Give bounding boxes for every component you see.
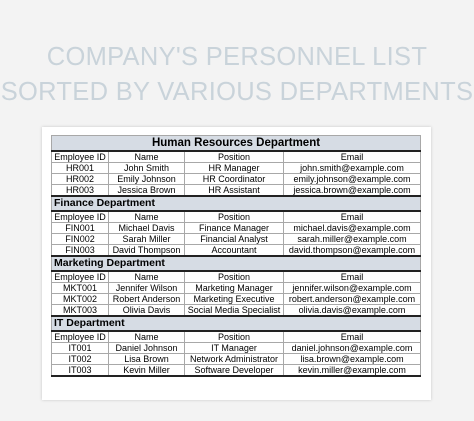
table-row [52, 245, 421, 257]
table-cell: HR Assistant [185, 185, 284, 197]
table-cell: FIN002 [52, 234, 109, 245]
table-cell: Marketing Manager [185, 283, 284, 294]
department-title: Finance Department [52, 196, 421, 211]
table-row [52, 343, 421, 354]
column-header: Name [109, 151, 185, 163]
table-cell: Lisa Brown [109, 354, 185, 365]
column-header: Email [284, 331, 421, 343]
table-cell: daniel.johnson@example.com [284, 343, 421, 354]
table-cell: FIN003 [52, 245, 109, 257]
column-header: Email [284, 211, 421, 223]
column-header-row [52, 331, 421, 343]
table-cell: john.smith@example.com [284, 163, 421, 174]
table-cell: HR001 [52, 163, 109, 174]
table-cell: Michael Davis [109, 223, 185, 234]
table-cell: sarah.miller@example.com [284, 234, 421, 245]
table-cell: Software Developer [185, 365, 284, 377]
table-cell: IT001 [52, 343, 109, 354]
department-title: IT Department [52, 316, 421, 331]
department-header-row [52, 316, 421, 331]
table-row [52, 174, 421, 185]
table-cell: Emily Johnson [109, 174, 185, 185]
table-cell: Robert Anderson [109, 294, 185, 305]
table-cell: jessica.brown@example.com [284, 185, 421, 197]
table-cell: Finance Manager [185, 223, 284, 234]
table-row [52, 185, 421, 197]
column-header: Email [284, 151, 421, 163]
table-cell: olivia.davis@example.com [284, 305, 421, 317]
page-title-line-2: SORTED BY VARIOUS DEPARTMENTS [0, 78, 474, 106]
table-cell: David Thompson [109, 245, 185, 257]
table-cell: emily.johnson@example.com [284, 174, 421, 185]
department-title: Human Resources Department [52, 136, 421, 152]
table-cell: lisa.brown@example.com [284, 354, 421, 365]
table-cell: michael.davis@example.com [284, 223, 421, 234]
column-header-row [52, 271, 421, 283]
table-cell: MKT003 [52, 305, 109, 317]
table-cell: david.thompson@example.com [284, 245, 421, 257]
column-header: Position [185, 271, 284, 283]
page-title-line-1: COMPANY'S PERSONNEL LIST [46, 43, 428, 71]
table-cell: Kevin Miller [109, 365, 185, 377]
table-cell: MKT002 [52, 294, 109, 305]
table-cell: HR Manager [185, 163, 284, 174]
column-header-row [52, 151, 421, 163]
table-row [52, 365, 421, 377]
column-header: Name [109, 331, 185, 343]
table-cell: HR Coordinator [185, 174, 284, 185]
table-cell: Sarah Miller [109, 234, 185, 245]
table-cell: Financial Analyst [185, 234, 284, 245]
table-row [52, 283, 421, 294]
column-header: Position [185, 331, 284, 343]
table-cell: FIN001 [52, 223, 109, 234]
table-cell: jennifer.wilson@example.com [284, 283, 421, 294]
personnel-table [51, 135, 421, 377]
column-header: Name [109, 271, 185, 283]
table-row [52, 294, 421, 305]
table-row [52, 354, 421, 365]
table-cell: Accountant [185, 245, 284, 257]
table-cell: Social Media Specialist [185, 305, 284, 317]
table-cell: Jennifer Wilson [109, 283, 185, 294]
column-header: Name [109, 211, 185, 223]
column-header: Employee ID [52, 151, 109, 163]
table-row [52, 234, 421, 245]
column-header: Employee ID [52, 211, 109, 223]
column-header: Employee ID [52, 331, 109, 343]
table-cell: IT002 [52, 354, 109, 365]
table-row [52, 163, 421, 174]
table-cell: HR002 [52, 174, 109, 185]
department-header-row [52, 256, 421, 271]
page-title [0, 40, 474, 110]
column-header: Position [185, 151, 284, 163]
table-cell: HR003 [52, 185, 109, 197]
department-title: Marketing Department [52, 256, 421, 271]
table-cell: kevin.miller@example.com [284, 365, 421, 377]
table-cell: MKT001 [52, 283, 109, 294]
department-header-row [52, 136, 421, 152]
table-cell: Network Administrator [185, 354, 284, 365]
table-cell: John Smith [109, 163, 185, 174]
table-cell: Jessica Brown [109, 185, 185, 197]
table-cell: Olivia Davis [109, 305, 185, 317]
table-cell: robert.anderson@example.com [284, 294, 421, 305]
column-header: Email [284, 271, 421, 283]
column-header: Employee ID [52, 271, 109, 283]
table-cell: Marketing Executive [185, 294, 284, 305]
spreadsheet-sheet [42, 127, 431, 400]
table-cell: IT Manager [185, 343, 284, 354]
column-header: Position [185, 211, 284, 223]
table-cell: IT003 [52, 365, 109, 377]
department-header-row [52, 196, 421, 211]
column-header-row [52, 211, 421, 223]
table-row [52, 223, 421, 234]
table-cell: Daniel Johnson [109, 343, 185, 354]
table-row [52, 305, 421, 317]
